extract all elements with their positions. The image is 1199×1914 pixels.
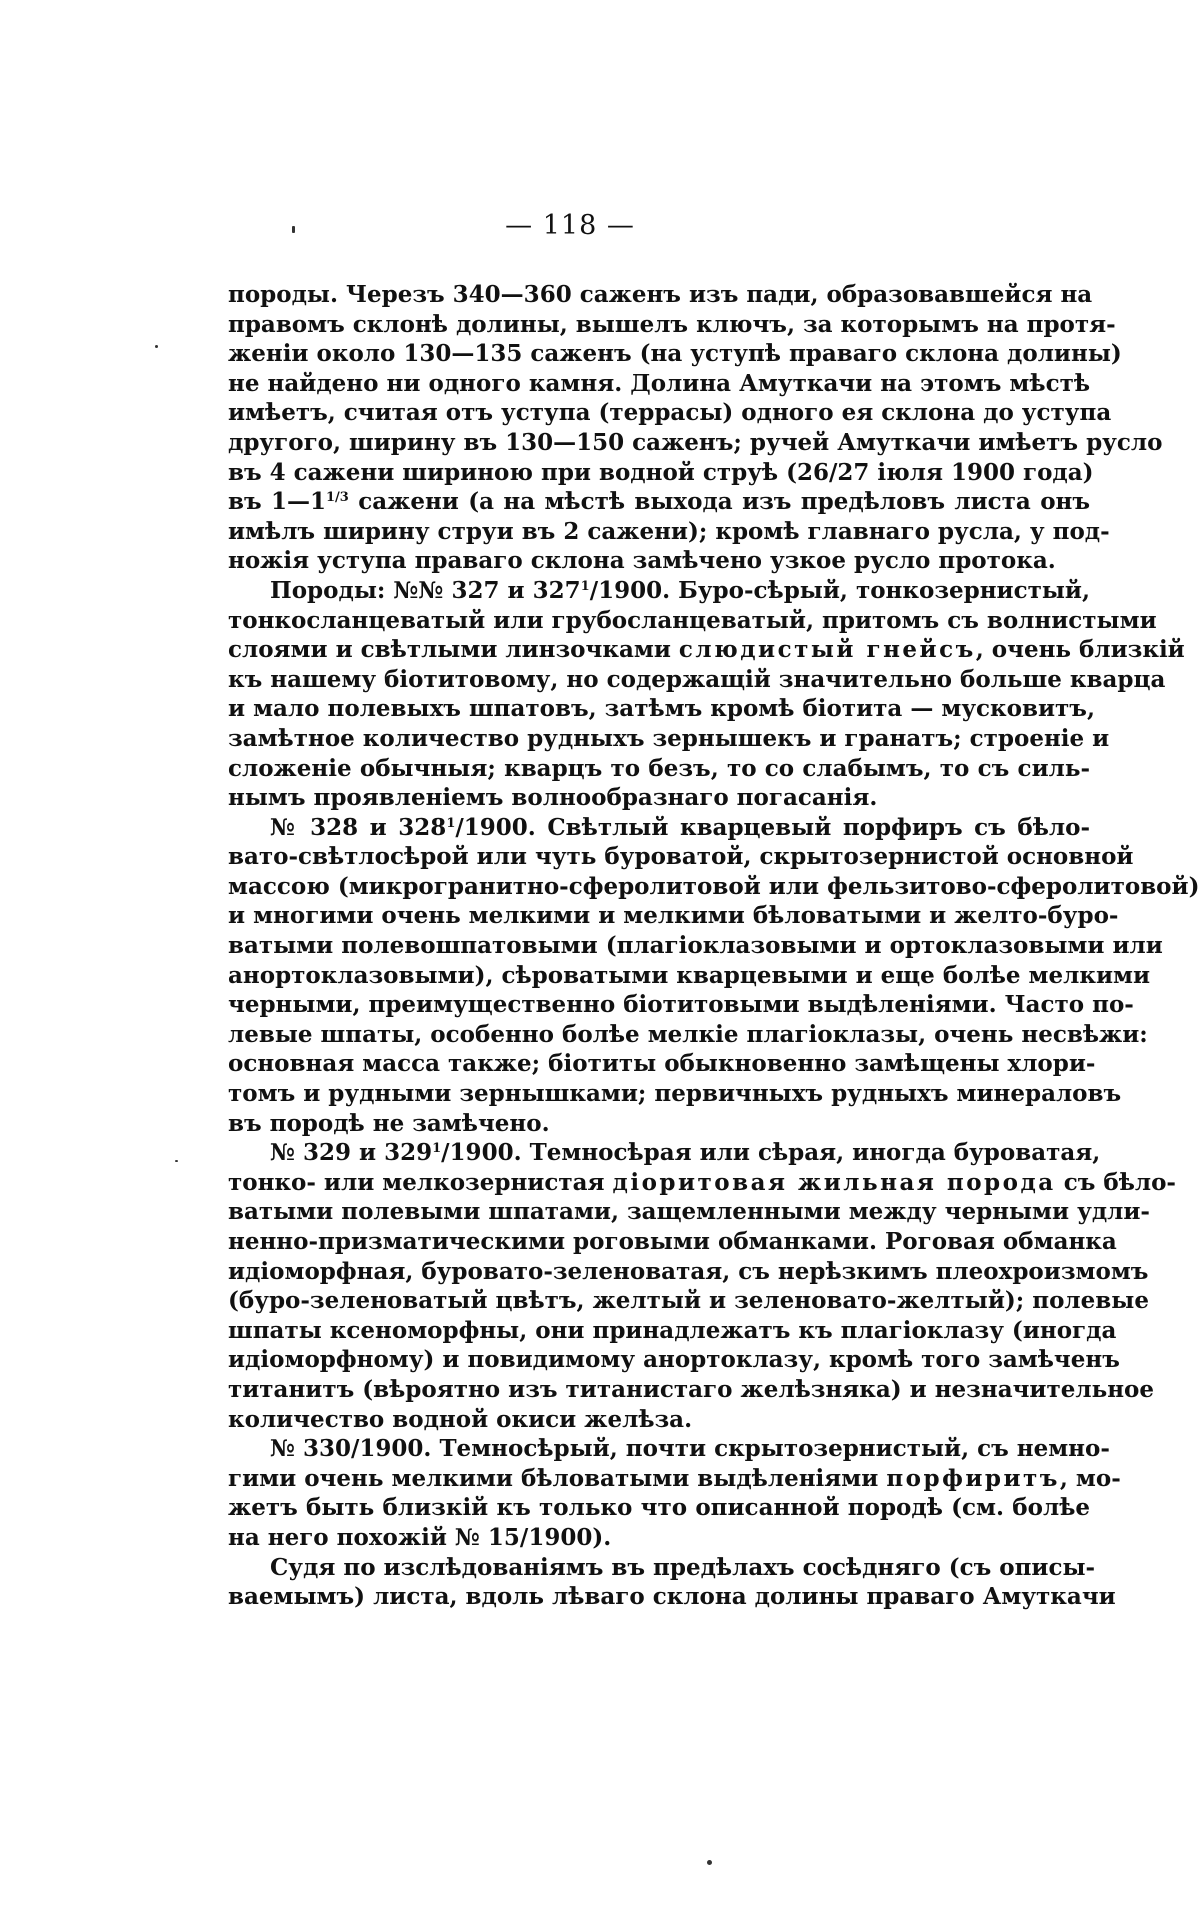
line-text: и мало полевыхъ шпатовъ, затѣмъ кромѣ біотита — мусковитъ,: [228, 695, 1095, 723]
text-line: [228, 339, 1122, 369]
line-text: № 328 и 328: [270, 813, 447, 841]
text-line: [228, 1434, 1110, 1464]
text-line: [228, 813, 1090, 843]
spaced-term: слюдистый гнейсъ: [678, 636, 976, 664]
text-line: [228, 1197, 1150, 1227]
line-text: тонкосланцеватый или грубосланцеватый, притомъ съ волнистыми: [228, 606, 1157, 634]
superscript: 1/3: [326, 490, 349, 506]
text-line: [228, 635, 1185, 665]
line-text: въ породѣ не замѣчено.: [228, 1109, 550, 1137]
line-text: вато-свѣтлосѣрой или чуть буроватой, скрытозернистой основной: [228, 843, 1134, 871]
superscript: 1: [432, 1141, 442, 1157]
line-text: ножія уступа праваго склона замѣчено узкое русло протока.: [228, 547, 1056, 575]
superscript: 1: [580, 578, 590, 594]
line-text: № 329 и 329: [270, 1139, 433, 1167]
line-text: /1900. Буро-сѣрый, тонкозернистый,: [589, 576, 1090, 604]
text-line: [228, 576, 1090, 606]
text-line: [228, 428, 1163, 458]
spaced-term: діоритовая жильная порода: [612, 1168, 1056, 1196]
text-line: [228, 1464, 1121, 1494]
line-text: идіоморфному) и повидимому анортоклазу, кромѣ того замѣченъ: [228, 1346, 1120, 1374]
line-text: породы. Черезъ 340—360 саженъ изъ пади, образовавшейся на: [228, 281, 1093, 308]
line-text: нымъ проявленіемъ волнообразнаго погасанія.: [228, 784, 878, 812]
spaced-term: порфиритъ: [886, 1464, 1060, 1492]
line-text: томъ и рудными зернышками; первичныхъ рудныхъ минераловъ: [228, 1080, 1122, 1108]
line-text: /1900. Темносѣрая или сѣрая, иногда буроватая,: [441, 1139, 1101, 1167]
line-text: идіоморфная, буровато-зеленоватая, съ нерѣзкимъ плеохроизмомъ: [228, 1257, 1149, 1285]
text-line: [228, 487, 1090, 517]
line-text: сложеніе обычныя; кварцъ то безъ, то со слабымъ, то съ силь-: [228, 754, 1090, 782]
text-line: [228, 1286, 1149, 1316]
text-line: [228, 280, 1093, 310]
text-line: [228, 754, 1090, 784]
text-line: [228, 1405, 1090, 1435]
text-line: [228, 1257, 1149, 1287]
line-text: гими очень мелкими бѣловатыми выдѣленіями: [228, 1464, 887, 1492]
line-text: , очень близкій: [975, 636, 1185, 664]
text-line: [228, 872, 1199, 902]
text-line: [228, 1493, 1090, 1523]
line-text: въ 4 сажени шириною при водной струѣ (26/27 іюля 1900 года): [228, 458, 1094, 486]
text-line: [228, 901, 1119, 931]
text-line: [228, 842, 1134, 872]
text-line: [228, 606, 1157, 636]
text-line: [228, 990, 1134, 1020]
text-line: [228, 665, 1166, 695]
text-line: [228, 1138, 1101, 1168]
line-text: левые шпаты, особенно болѣе мелкіе плагіоклазы, очень несвѣжи:: [228, 1020, 1148, 1048]
line-text: замѣтное количество рудныхъ зернышекъ и гранатъ; строеніе и: [228, 724, 1110, 752]
text-line: [228, 1109, 1090, 1139]
scan-speck: [707, 1860, 712, 1865]
line-text: основная масса также; біотиты обыкновенно замѣщены хлори-: [228, 1050, 1096, 1078]
line-text: имѣетъ, считая отъ уступа (террасы) одного ея склона до уступа: [228, 399, 1112, 427]
line-text: слоями и свѣтлыми линзочками: [228, 636, 679, 664]
line-text: на него похожій № 15/1900).: [228, 1523, 612, 1551]
text-line: [228, 1316, 1117, 1346]
line-text: /1900. Свѣтлый кварцевый порфиръ съ бѣло-: [455, 813, 1090, 841]
line-text: Судя по изслѣдованіямъ въ предѣлахъ сосѣдняго (съ описы-: [270, 1553, 1096, 1581]
page-number: — 118 —: [505, 210, 635, 241]
text-line: [228, 1553, 1096, 1583]
line-text: количество водной окиси желѣза.: [228, 1405, 693, 1433]
text-line: [228, 1345, 1120, 1375]
text-line: [228, 1523, 1090, 1553]
line-text: (буро-зеленоватый цвѣтъ, желтый и зеленовато-желтый); полевые: [228, 1287, 1149, 1315]
text-line: [228, 783, 1090, 813]
line-text: ваемымъ) листа, вдоль лѣваго склона долины праваго Амуткачи: [228, 1583, 1116, 1611]
line-text: правомъ склонѣ долины, вышелъ ключъ, за которымъ на протя-: [228, 310, 1116, 338]
line-text: анортоклазовыми), сѣроватыми кварцевыми и еще болѣе мелкими: [228, 961, 1151, 989]
scan-speck: [175, 1160, 178, 1162]
text-line: [228, 517, 1110, 547]
text-line: [228, 1375, 1155, 1405]
text-line: [228, 310, 1116, 340]
text-line: [228, 546, 1090, 576]
line-text: массою (микрогранитно-сферолитовой или фельзитово-сферолитовой): [228, 872, 1199, 900]
line-text: женіи около 130—135 саженъ (на уступѣ праваго склона долины): [228, 340, 1122, 368]
line-text: въ 1—1: [228, 488, 326, 516]
line-text: тонко- или мелкозернистая: [228, 1168, 613, 1196]
line-text: и многими очень мелкими и мелкими бѣловатыми и желто-буро-: [228, 902, 1119, 930]
text-line: [228, 1079, 1122, 1109]
line-text: съ бѣло-: [1055, 1168, 1176, 1196]
line-text: сажени (а на мѣстѣ выхода изъ предѣловъ листа онъ: [348, 488, 1091, 516]
line-text: шпаты ксеноморфны, они принадлежатъ къ плагіоклазу (иногда: [228, 1316, 1117, 1344]
line-text: жетъ быть близкій къ только что описанной породѣ (см. болѣе: [228, 1494, 1090, 1522]
line-text: не найдено ни одного камня. Долина Амуткачи на этомъ мѣстѣ: [228, 369, 1090, 397]
text-line: [228, 1049, 1096, 1079]
text-line: [228, 961, 1151, 991]
line-text: ватыми полевошпатовыми (плагіоклазовыми и ортоклазовыми или: [228, 932, 1163, 960]
text-line: [228, 724, 1110, 754]
superscript: 1: [446, 815, 456, 831]
line-text: къ нашему біотитовому, но содержащій значительно больше кварца: [228, 665, 1166, 693]
line-text: титанитъ (вѣроятно изъ титанистаго желѣзняка) и незначительное: [228, 1375, 1155, 1403]
text-line: [228, 398, 1112, 428]
text-line: [228, 694, 1095, 724]
line-text: , мо-: [1059, 1464, 1121, 1492]
text-line: [228, 1168, 1176, 1198]
text-line: [228, 1582, 1116, 1612]
line-text: имѣлъ ширину струи въ 2 сажени); кромѣ главнаго русла, у под-: [228, 517, 1110, 545]
line-text: ненно-призматическими роговыми обманками. Роговая обманка: [228, 1228, 1117, 1255]
scan-speck: [155, 345, 158, 348]
line-text: другого, ширину въ 130—150 саженъ; ручей Амуткачи имѣетъ русло: [228, 428, 1163, 456]
text-line: [228, 931, 1163, 961]
line-text: № 330/1900. Темносѣрый, почти скрытозернистый, съ немно-: [270, 1435, 1110, 1463]
text-line: [228, 369, 1090, 399]
line-text: Породы: №№ 327 и 327: [270, 576, 581, 604]
text-line: [228, 1020, 1148, 1050]
text-line: [228, 1227, 1117, 1257]
body-text: [228, 280, 1199, 1612]
text-line: [228, 458, 1094, 488]
line-text: черными, преимущественно біотитовыми выдѣленіями. Часто по-: [228, 991, 1134, 1019]
line-text: ватыми полевыми шпатами, защемленными между черными удли-: [228, 1198, 1150, 1226]
